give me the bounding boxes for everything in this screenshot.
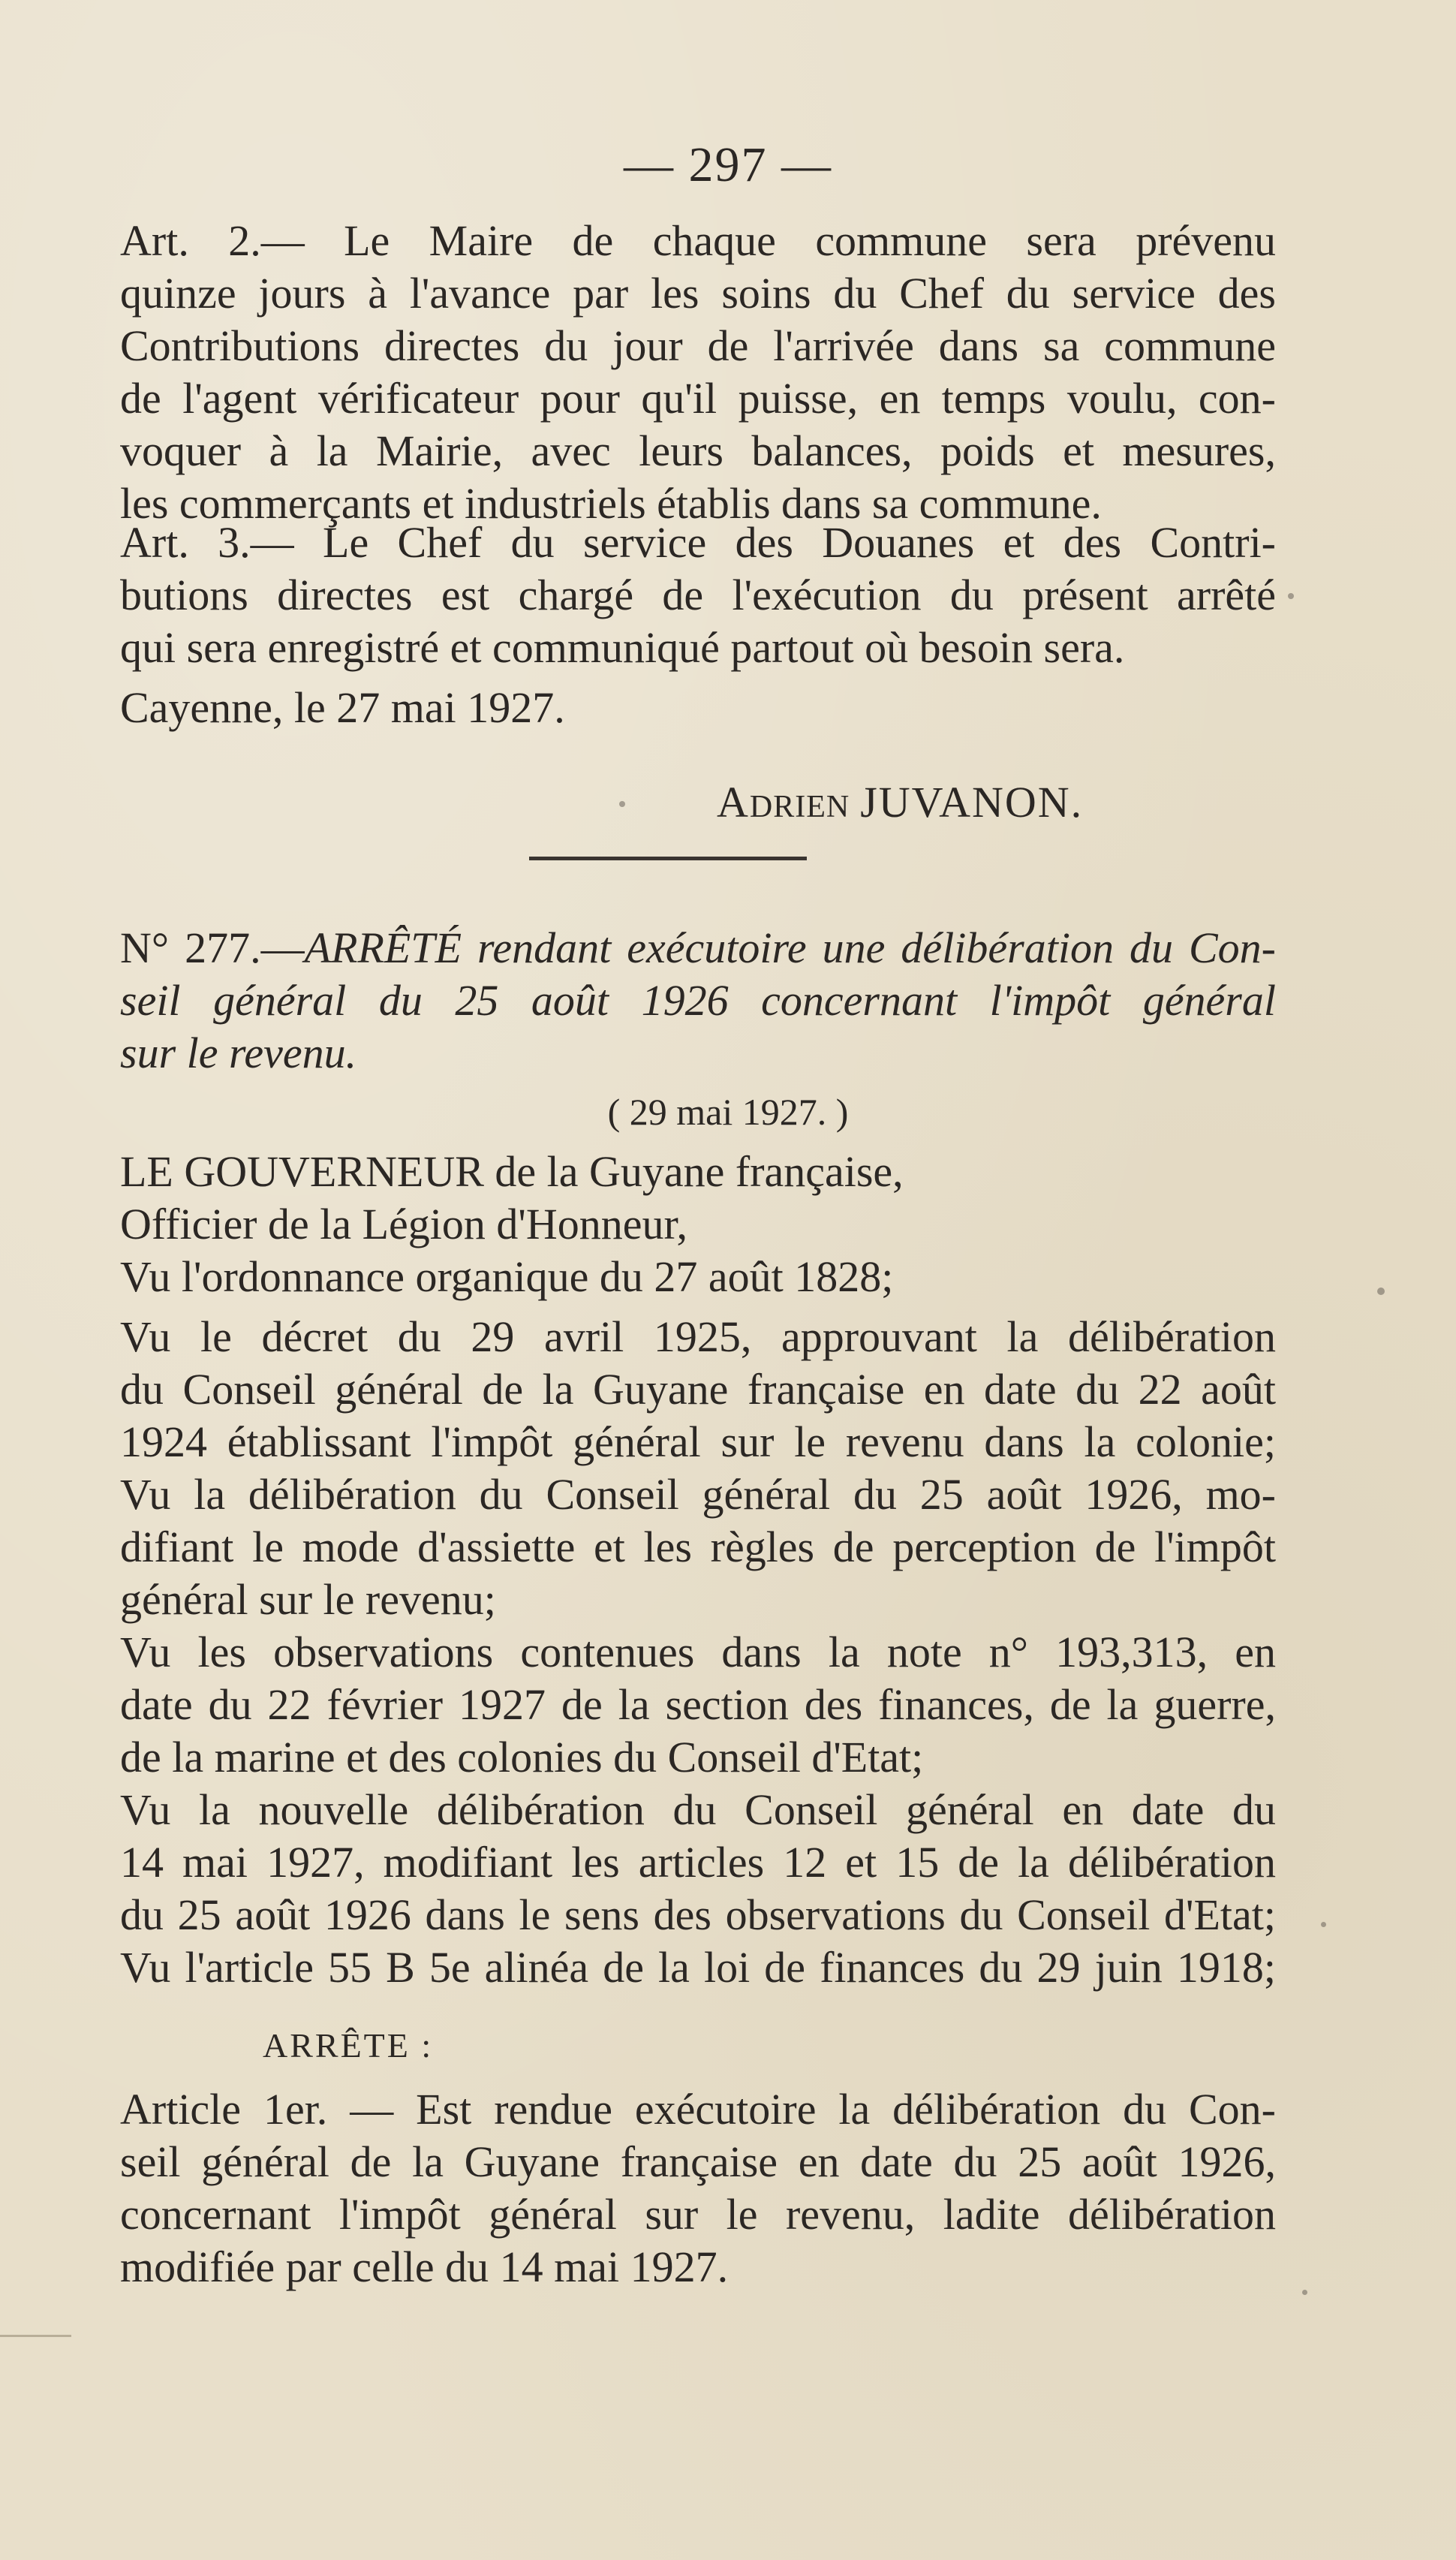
consideration-line: difiant le mode d'assiette et les règles de perception de l'impôt <box>120 1522 1276 1571</box>
scan-edge-mark <box>0 2335 71 2337</box>
consideration-line: Vu le décret du 29 avril 1925, approuvant la délibération <box>120 1312 1276 1361</box>
article-3 <box>120 517 1276 674</box>
decree-title-line: sur le revenu. <box>120 1029 357 1077</box>
consideration-line: date du 22 février 1927 de la section des finances, de la guerre, <box>120 1680 1276 1729</box>
text-line: de l'agent vérificateur pour qu'il puisse, en temps voulu, con- <box>120 374 1276 423</box>
preamble-line: Vu l'ordonnance organique du 27 août 1828; <box>120 1252 894 1301</box>
article-line: Article 1er. — Est rendue exécutoire la délibération du Con- <box>120 2085 1276 2134</box>
article-line: seil général de la Guyane française en date du 25 août 1926, <box>120 2137 1276 2186</box>
scan-speck <box>1288 593 1294 599</box>
consideration-line: Vu les observations contenues dans la note n° 193,313, en <box>120 1628 1276 1676</box>
scan-speck <box>619 801 625 807</box>
consideration-line: Vu l'article 55 B 5e alinéa de la loi de finances du 29 juin 1918; <box>120 1943 1276 1992</box>
article-line: modifiée par celle du 14 mai 1927. <box>120 2242 729 2291</box>
decree-number: N° 277.— <box>120 923 305 972</box>
text-line: quinze jours à l'avance par les soins du Chef du service des <box>120 269 1276 318</box>
section-divider <box>529 857 807 860</box>
consideration-line: 1924 établissant l'impôt général sur le revenu dans la colonie; <box>120 1417 1276 1466</box>
signature-first-name: DRIEN <box>749 790 850 824</box>
signature-initial: A <box>717 778 750 827</box>
article-1 <box>120 2083 1276 2293</box>
considerations <box>120 1311 1276 1994</box>
text-line: qui sera enregistré et communiqué partout où besoin sera. <box>120 623 1125 672</box>
page-number: — 297 — <box>624 137 832 192</box>
preamble-line: Officier de la Légion d'Honneur, <box>120 1200 687 1248</box>
decree-title-line: seil général du 25 août 1926 concernant l'impôt général <box>120 976 1276 1025</box>
text-line: Art. 3.— Le Chef du service des Douanes et des Contri- <box>120 518 1276 567</box>
arrete-label: ARRÊTE : <box>263 2026 434 2065</box>
signature-last-name: JUVANON. <box>860 778 1084 827</box>
article-2 <box>120 215 1276 530</box>
decree-title-text: ARRÊTÉ rendant exécutoire une délibération du Con- <box>304 923 1276 972</box>
text-line: butions directes est chargé de l'exécution du présent arrêté <box>120 571 1276 619</box>
text-line: voquer à la Mairie, avec leurs balances, poids et mesures, <box>120 426 1276 475</box>
text-line: Contributions directes du jour de l'arrivée dans sa commune <box>120 321 1276 370</box>
decree-title <box>120 922 1276 1080</box>
scan-speck <box>1302 2290 1307 2295</box>
article-line: concernant l'impôt général sur le revenu, ladite délibération <box>120 2190 1276 2239</box>
preamble-line: LE GOUVERNEUR de la Guyane française, <box>120 1147 904 1196</box>
decree-date: ( 29 mai 1927. ) <box>607 1091 849 1133</box>
arrete-heading <box>120 2019 1276 2072</box>
text-line: les commerçants et industriels établis dans sa commune. <box>120 479 1102 528</box>
place-date-line: Cayenne, le 27 mai 1927. <box>120 683 565 732</box>
consideration-line: du Conseil général de la Guyane française en date du 22 août <box>120 1365 1276 1414</box>
consideration-line: général sur le revenu; <box>120 1575 496 1624</box>
consideration-line: 14 mai 1927, modifiant les articles 12 et 15 de la délibération <box>120 1838 1276 1887</box>
text-line: Art. 2.— Le Maire de chaque commune sera prévenu <box>120 216 1276 265</box>
place-date <box>120 682 1276 734</box>
consideration-line: Vu la nouvelle délibération du Conseil général en date du <box>120 1785 1276 1834</box>
preamble <box>120 1146 1276 1303</box>
consideration-line: Vu la délibération du Conseil général du 25 août 1926, mo- <box>120 1470 1276 1519</box>
signature <box>717 777 1083 827</box>
scan-speck <box>1321 1922 1326 1927</box>
consideration-line: du 25 août 1926 dans le sens des observations du Conseil d'Etat; <box>120 1890 1276 1939</box>
consideration-line: de la marine et des colonies du Conseil d'Etat; <box>120 1733 924 1781</box>
scan-speck <box>1377 1288 1385 1295</box>
decree-title-line <box>120 922 1276 974</box>
